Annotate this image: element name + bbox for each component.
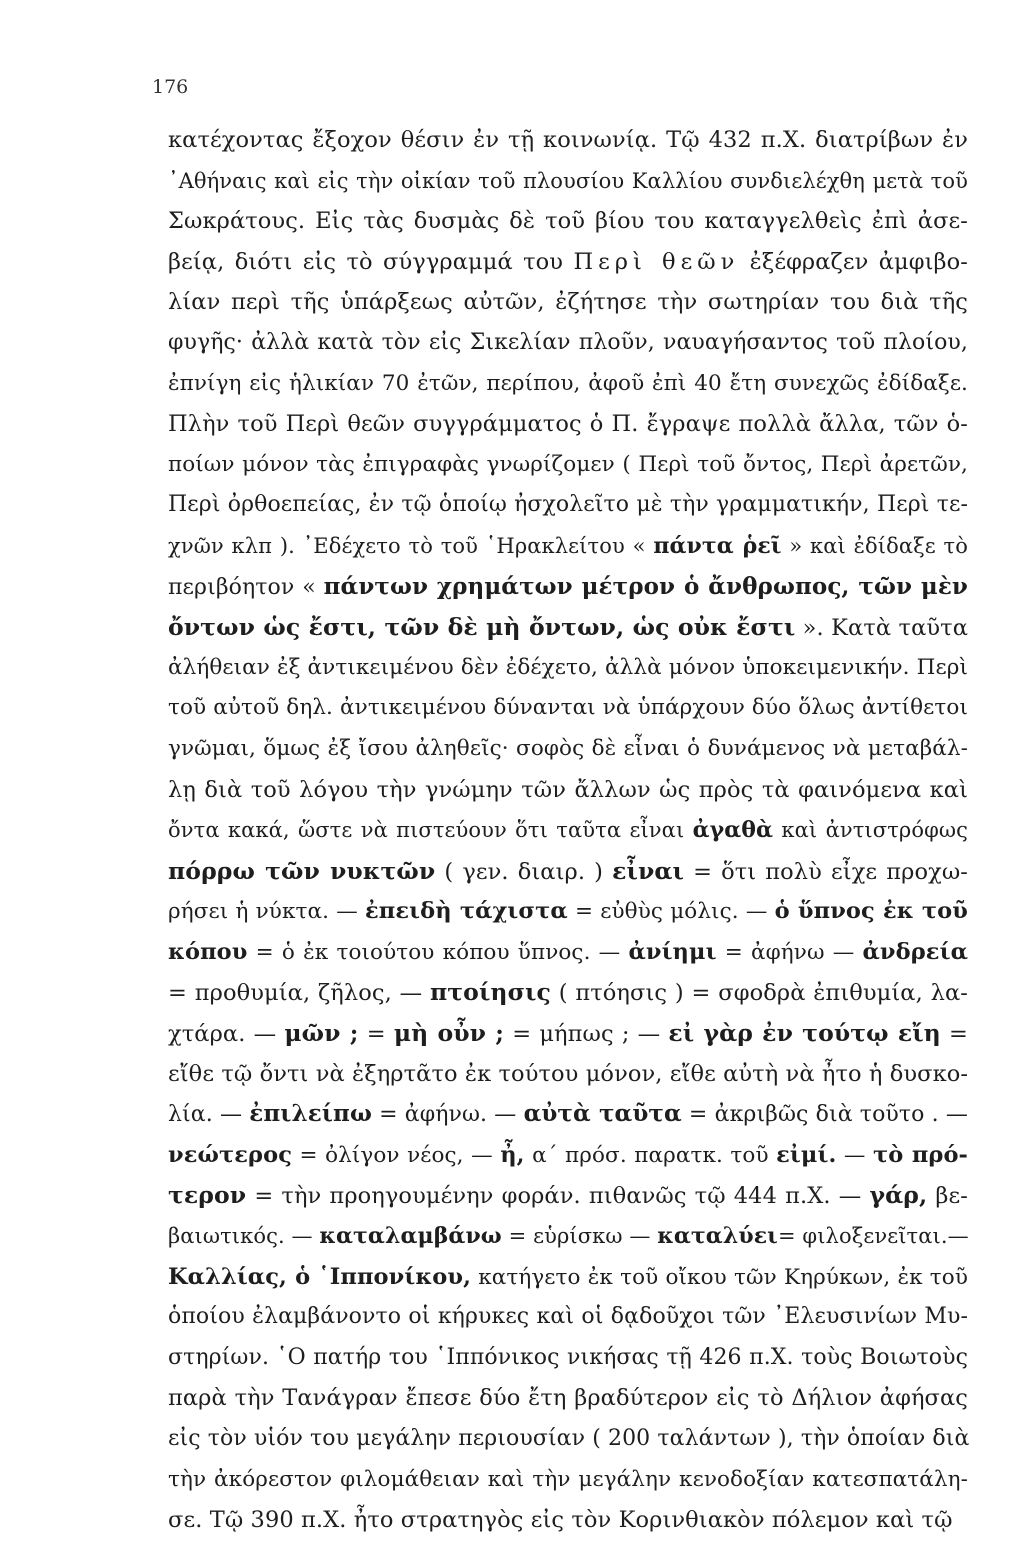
bold-term: εἰμί. [776,1141,837,1168]
text-segment: ᾽Αθήναις καὶ εἰς τὴν οἰκίαν τοῦ πλουσίου Καλλίου συνδιελέχθη μετὰ τοῦ [168,168,968,193]
text-line [168,1135,968,1176]
bold-term: μῶν ; [284,1019,359,1048]
text-line [168,1257,968,1298]
text-line [168,445,968,486]
text-line [168,648,968,689]
bold-term: ἐπειδὴ τάχιστα [365,898,568,925]
text-segment: ποίων μόνον τὰς ἐπιγραφὰς γνωρίζομεν ( Περὶ τοῦ ὄντος, Περὶ ἀρετῶν, [168,451,968,477]
text-segment: ὄντα κακά, ὥστε νὰ πιστεύουν ὅτι ταῦτα εἶναι [168,818,693,843]
text-segment: = εὑρίσκω — [501,1224,658,1249]
bold-term: τερον [168,1181,247,1210]
text-segment: βείᾳ, διότι εἰς τὸ σύγγραμμά του [168,248,574,275]
bold-term: ἀνδρεία [862,938,968,965]
text-segment: κατέχοντας ἔξοχον θέσιν ἐν τῇ κοινωνίᾳ. Τῷ 432 π.Χ. διατρίβων ἐν [168,127,968,153]
spaced-title: Περὶ θεῶν [573,248,740,275]
text-line [168,851,968,892]
text-segment: στηρίων. ῾Ο πατήρ του ῾Ιππόνικος νικήσας τῇ 426 π.Χ. τοὺς Βοιωτοὺς [168,1344,968,1370]
bold-term: κόπου [168,938,248,965]
text-segment: εἰς τὸν υἱόν του μεγάλην περιουσίαν ( 200 ταλάντων ), τὴν ὁποίαν διὰ [168,1426,970,1451]
text-segment: » καὶ ἐδίδαξε τὸ [781,533,968,558]
text-line [168,1378,968,1419]
text-segment: ὁποίου ἐλαμβάνοντο οἱ κήρυκες καὶ οἱ δᾳδοῦχοι τῶν ᾽Ελευσινίων Μυ- [168,1304,968,1330]
text-segment: = [358,1021,394,1048]
bold-term: ἐπιλείπω [249,1100,372,1128]
bold-term: ὁ ὕπνος ἐκ τοῦ [774,898,968,925]
text-line [168,161,968,202]
text-segment: = ἀκριβῶς διὰ τοῦτο . — [681,1102,969,1128]
text-segment: κατήγετο ἐκ τοῦ οἴκου τῶν Κηρύκων, ἐκ τοῦ [471,1264,968,1290]
text-line [168,1054,968,1095]
text-segment: λῃ διὰ τοῦ λόγου τὴν γνώμην τῶν ἄλλων ὡς πρὸς τὰ φαινόμενα καὶ [168,776,968,803]
bold-term: ὄντων ὡς ἔστι, τῶν δὲ μὴ ὄντων, ὡς οὐκ ἔστι [168,613,796,642]
page-number: 176 [152,76,189,98]
bold-term: ἦ, [500,1141,525,1168]
text-line [168,120,968,161]
text-segment: = ἀφήνω. — [371,1102,524,1128]
text-line [168,201,968,242]
text-segment: καὶ ἀντιστρόφως [773,818,968,843]
text-segment: ». Κατὰ ταῦτα [795,615,968,642]
text-segment: σε. Τῷ 390 π.Χ. ἦτο στρατηγὸς εἰς τὸν Κορινθιακὸν πόλεμον καὶ τῷ [168,1507,953,1534]
bold-term: ἀνίημι [628,938,717,965]
bold-term: πτοίησις [429,978,551,1007]
bold-term: πάντα ῥεῖ [653,532,782,559]
text-segment: χνῶν κλπ ). ᾽Εδέχετο τὸ τοῦ ῾Ηρακλείτου « [168,533,654,558]
bold-term: πάντων χρημάτων μέτρον ὁ ἄνθρωπος, τῶν μὲν [323,572,968,600]
text-segment: α´ πρόσ. παρατκ. τοῦ [524,1142,777,1168]
text-segment: = τὴν προηγουμένην φοράν. πιθανῶς τῷ 444 π.Χ. — [246,1183,870,1210]
bold-term: τὸ πρό- [872,1141,968,1168]
text-segment: = ὁ ἐκ τοιούτου κόπου ὕπνος. — [247,939,629,965]
text-line [168,404,968,445]
text-segment: = ὅτι πολὺ εἶχε προχω- [684,858,968,885]
text-segment: ἐξέφραζεν ἀμφιβο- [739,248,968,275]
text-line [168,485,968,526]
bold-term: καταλύει [657,1223,778,1250]
text-segment: = προθυμία, ζῆλος, — [168,980,430,1007]
text-line [168,607,968,648]
text-segment: = ὀλίγον νέος, — [292,1142,501,1168]
text-segment: περιβόητον « [168,574,324,600]
text-segment: Περὶ ὀρθοεπείας, ἐν τῷ ὁποίῳ ἠσχολεῖτο μὲ τὴν γραμματικήν, Περὶ τε- [168,492,968,518]
bold-term: πόρρω τῶν νυκτῶν [168,856,436,885]
text-segment: βε- [927,1183,968,1210]
text-line [168,1338,968,1379]
text-segment: ἀλήθειαν ἐξ ἀντικειμένου δὲν ἐδέχετο, ἀλλὰ μόνον ὑποκειμενικήν. Περὶ [168,654,968,680]
text-line [168,323,968,364]
text-segment: φυγῆς· ἀλλὰ κατὰ τὸν εἰς Σικελίαν πλοῦν, ναυαγήσαντος τοῦ πλοίου, [168,329,968,355]
text-line [168,1175,968,1216]
text-segment: = [940,1021,968,1048]
text-segment: = εὐθὺς μόλις. — [567,899,775,925]
text-segment: γνῶμαι, ὅμως ἐξ ἴσου ἀληθεῖς· σοφὸς δὲ εἶναι ὁ δυνάμενος νὰ μεταβάλ- [168,735,968,761]
text-line [168,932,968,973]
text-line [168,364,968,405]
text-segment: ἐπνίγη εἰς ἡλικίαν 70 ἐτῶν, περίπου, ἀφοῦ ἐπὶ 40 ἔτη συνεχῶς ἐδίδαξε. [168,370,968,396]
text-segment: — [836,1142,873,1168]
bold-term: εἰ γὰρ ἐν τούτῳ εἴη [668,1019,941,1048]
text-segment: ( πτόησις ) = σφοδρὰ ἐπιθυμία, λα- [550,980,968,1007]
text-line [168,688,968,729]
text-line [168,1419,968,1460]
text-segment: τὴν ἀκόρεστον φιλομάθειαν καὶ τὴν μεγάλην κενοδοξίαν κατεσπατάλη- [168,1466,968,1492]
text-line [168,1297,968,1338]
bold-term: Καλλίας, ὁ ῾Ιππονίκου, [168,1263,472,1290]
text-segment: = φιλοξενεῖται.— [777,1224,969,1249]
text-segment: λίαν περὶ τῆς ὑπάρξεως αὐτῶν, ἐζήτησε τὴν σωτηρίαν του διὰ τῆς [168,289,968,316]
text-segment: λία. — [168,1102,250,1128]
text-line [168,891,968,932]
text-line [168,526,968,567]
text-line [168,282,968,323]
text-segment: Πλὴν τοῦ Περὶ θεῶν συγγράμματος ὁ Π. ἔγραψε πολλὰ ἄλλα, τῶν ὁ- [168,411,968,438]
bold-term: μὴ οὖν ; [393,1019,505,1048]
text-segment: ( γεν. διαιρ. ) [435,858,613,885]
text-line [168,729,968,770]
text-line [168,1094,968,1135]
bold-term: νεώτερος [168,1141,293,1168]
text-segment: εἴθε τῷ ὄντι νὰ ἐξηρτᾶτο ἐκ τούτου μόνον, εἴθε αὐτὴ νὰ ἦτο ἡ δυσκο- [168,1060,969,1087]
text-segment: ρήσει ἡ νύκτα. — [168,899,366,925]
text-line [168,567,968,608]
text-segment: = ἀφήνω — [716,939,863,965]
text-segment: παρὰ τὴν Τανάγραν ἔπεσε δύο ἔτη βραδύτερον εἰς τὸ Δήλιον ἀφήσας [168,1385,968,1412]
text-line [168,810,968,851]
body-text [168,120,968,1541]
text-line [168,972,968,1013]
text-line [168,1013,968,1054]
text-line [168,1500,968,1541]
text-line [168,1460,968,1501]
text-line [168,770,968,811]
text-segment: τοῦ αὐτοῦ δηλ. ἀντικειμένου δύνανται νὰ ὑπάρχουν δύο ὅλως ἀντίθετοι [168,695,968,721]
bold-term: γάρ, [869,1181,928,1210]
bold-term: εἶναι [612,856,685,885]
bold-term: αὐτὰ ταῦτα [523,1100,682,1128]
text-line [168,1216,968,1257]
bold-term: καταλαμβάνω [319,1223,502,1250]
text-segment: Σωκράτους. Εἰς τὰς δυσμὰς δὲ τοῦ βίου του καταγγελθεὶς ἐπὶ ἀσε- [168,208,968,235]
text-line [168,242,968,283]
text-segment: = μήπως ; — [504,1021,669,1048]
text-segment: βαιωτικός. — [168,1224,320,1249]
bold-term: ἀγαθὰ [692,817,774,844]
text-segment: χτάρα. — [168,1021,285,1048]
